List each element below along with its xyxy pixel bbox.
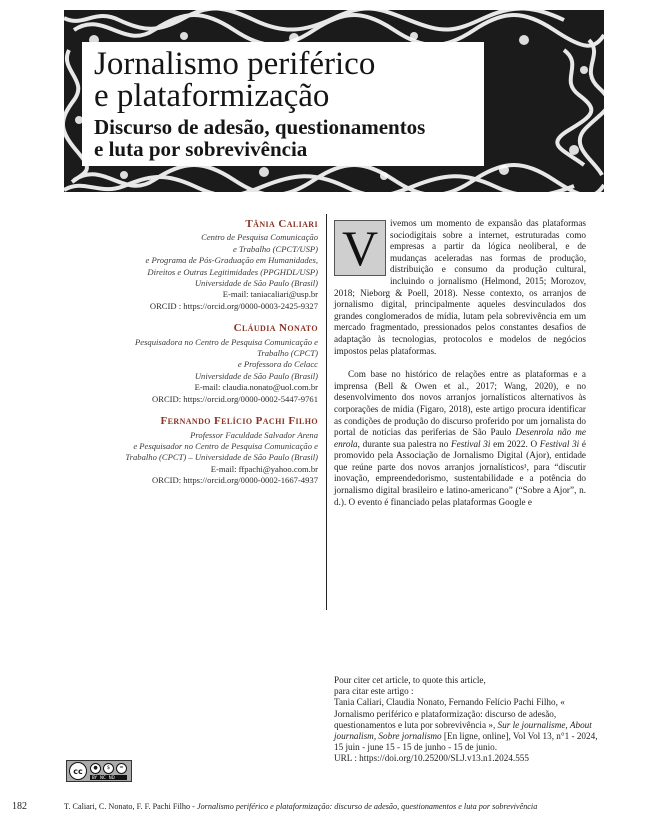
affiliation-line: e Programa de Pós-Graduação em Humanidades, xyxy=(145,255,318,266)
article-subtitle xyxy=(94,116,474,160)
cc-license-badge[interactable] xyxy=(66,760,132,782)
author-name: Tânia Caliari xyxy=(245,218,318,230)
creative-commons-icon: cc xyxy=(69,762,87,780)
subtitle-line-1: Discurso de adesão, questionamentos xyxy=(94,115,426,139)
author-block xyxy=(80,323,318,405)
paragraph-italic: Desenrola não me enrola xyxy=(334,427,586,449)
author-orcid[interactable]: ORCID: https://orcid.org/0000-0002-1667-4937 xyxy=(152,475,318,486)
paragraph-text: ivemos um momento de expansão das plataformas sociodigitais sobre a internet, estruturadas como empresas a partir da lógica neoliberal, e de mudanças aceleradas nas formas de produção, distribuição e consumo da produção cultural, incluindo o jornalismo (Helmond, 2015; Morozov, 2018; Nieborg & Poell, 2018). Nesse contexto, os arranjos de jornalismo digital, principalmente aqueles desvinculados dos grandes conglomerados de mídia, lutam pela sobrevivência em um mercado fragmentado, pressionados pelos constantes desafios de adaptação às tecnologias, protocolos e modelos de negócios impostos pelas plataformas. xyxy=(334,218,586,356)
author-email[interactable]: E-mail: taniacaliari@usp.br xyxy=(222,289,318,300)
author-name: Fernando Felício Pachi Filho xyxy=(160,415,318,428)
citation-text: [En ligne, online], Vol Vol 13, n°1 - 2024, 15 juin - june 15 - 15 de junho - 15 de junio. xyxy=(334,731,598,753)
author-list xyxy=(80,219,318,498)
dropcap-letter: V xyxy=(341,220,379,276)
column-divider xyxy=(326,214,327,610)
citation-block xyxy=(334,675,604,765)
citation-url[interactable]: URL : https://doi.org/10.25200/SLJ.v13.n1.2024.555 xyxy=(334,753,529,764)
paragraph-text: é promovido pela Associação de Jornalismo Digital (Ajor), entidade que reúne parte dos novos arranjos jornalísticos¹, para “discutir inovação, empreendedorismo, sustentabilidade e a potência do jornalismo digital brasileiro e latino-americano” (“Sobre a Ajor”, n. d.). O evento é financiado pelas plataformas Google e xyxy=(334,438,587,507)
footer-authors: T. Caliari, C. Nonato, F. F. Pachi Filho - xyxy=(64,802,197,811)
affiliation-line: Pesquisadora no Centro de Pesquisa Comunicação e xyxy=(135,336,318,347)
license-label: ND xyxy=(108,774,115,780)
affiliation-line: e Trabalho (CPCT/USP) xyxy=(233,243,318,254)
citation-journal: Sur le journalisme, About journalism, Sobre jornalismo xyxy=(334,719,592,742)
license-label: NC xyxy=(99,774,106,780)
author-block xyxy=(80,219,318,312)
article-body xyxy=(334,218,586,508)
paragraph-text: , durante sua palestra no xyxy=(357,438,451,449)
article-title xyxy=(94,48,474,112)
affiliation-line: Professor Faculdade Salvador Arena xyxy=(190,429,318,440)
affiliation-line: Centro de Pesquisa Comunicação xyxy=(201,232,318,243)
body-paragraph-2 xyxy=(334,369,586,508)
paragraph-text: em 2022. O xyxy=(490,438,540,449)
running-footer xyxy=(64,802,644,811)
author-affiliation xyxy=(80,337,318,383)
affiliation-line: e Professora do Celacc xyxy=(237,359,318,370)
citation-reference xyxy=(334,697,604,753)
affiliation-line: Universidade de São Paulo (Brasil) xyxy=(194,370,318,381)
attribution-icon: ● xyxy=(90,763,101,774)
title-line-1: Jornalismo periférico xyxy=(94,46,376,82)
noncommercial-icon: $ xyxy=(103,763,114,774)
affiliation-line: Trabalho (CPCT) – Universidade de São Paulo (Brasil) xyxy=(125,452,318,463)
affiliation-line: Trabalho (CPCT) xyxy=(257,348,318,359)
affiliation-line: e Pesquisador no Centro de Pesquisa Comunicação e xyxy=(133,440,318,451)
license-icons xyxy=(90,763,127,780)
paragraph-italic: Festival 3i xyxy=(451,438,491,449)
page-footer xyxy=(0,800,668,816)
author-block xyxy=(80,416,318,486)
title-line-2: e plataformização xyxy=(94,78,330,114)
author-email[interactable]: E-mail: ffpachi@yahoo.com.br xyxy=(210,463,318,474)
author-email[interactable]: E-mail: claudia.nonato@uol.com.br xyxy=(194,382,318,393)
paragraph-italic: Festival 3i xyxy=(539,438,580,449)
body-paragraph-1 xyxy=(334,218,586,357)
author-orcid[interactable]: ORCID : https://orcid.org/0000-0003-2425-9327 xyxy=(149,300,318,311)
footer-title: Jornalismo periférico e plataformização: discurso de adesão, questionamentos e luta por sobrevivência xyxy=(196,802,538,811)
page-number: 182 xyxy=(12,801,27,812)
dropcap-box xyxy=(334,220,386,276)
affiliation-line: Universidade de São Paulo (Brasil) xyxy=(194,278,318,289)
citation-text: Tania Caliari, Claudia Nonato, Fernando Felício Pachi Filho, « Jornalismo periférico e plataformização: discurso de adesão, questionamentos e luta por sobrevivência », xyxy=(334,697,565,730)
license-icon-row xyxy=(90,763,127,774)
author-orcid[interactable]: ORCID: https://orcid.org/0000-0002-5447-9761 xyxy=(152,393,318,404)
license-label: BY xyxy=(92,774,97,780)
author-affiliation xyxy=(80,232,318,289)
article-title-box xyxy=(82,42,484,166)
subtitle-line-2: e luta por sobrevivência xyxy=(94,137,308,161)
author-affiliation xyxy=(80,430,318,464)
citation-heading: Pour citer cet article, to quote this article, xyxy=(334,675,486,685)
paragraph-text: Com base no histórico de relações entre as plataformas e a imprensa (Bell & Owen et al., 2017; Wang, 2020), e no desenvolvimento dos novos arranjos jornalísticos alternativos às corporações de mídia (Figaro, 2018), este artigo procura identificar as condições de produção do discurso proferido por um jornalista do portal de notícias das periferias de São Paulo xyxy=(334,369,586,438)
citation-heading: para citar este artigo : xyxy=(334,686,414,697)
license-labels xyxy=(90,775,127,780)
affiliation-line: Direitos e Outras Legitimidades (PPGHDL/USP) xyxy=(147,266,318,277)
noderivatives-icon: = xyxy=(116,763,127,774)
author-name: Cláudia Nonato xyxy=(233,322,318,335)
